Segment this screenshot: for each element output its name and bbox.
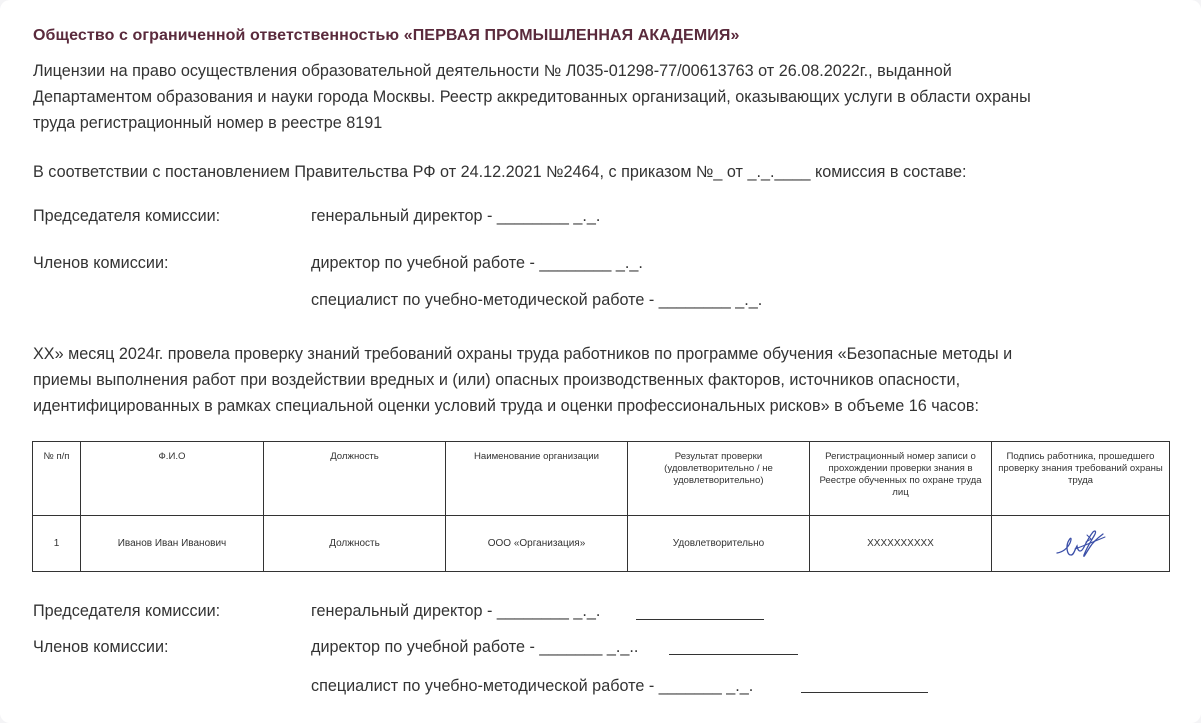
chair-label-bottom: Председателя комиссии: <box>33 602 221 620</box>
member2-value-bottom: специалист по учебно-методической работе - _______ _._. <box>311 677 754 695</box>
cell-reg-number: XXXXXXXXXX <box>810 516 992 572</box>
member1-value-bottom: директор по учебной работе - _______ _._.. <box>311 638 639 656</box>
members-label-top: Членов комиссии: <box>33 254 169 272</box>
cell-signature <box>992 516 1170 572</box>
header-result: Результат проверки (удовлетворительно / не удовлетворительно) <box>628 442 810 516</box>
cell-num: 1 <box>33 516 81 572</box>
check-line: идентифицированных в рамках специальной оценки условий труда и оценки профессиональных рисков» в объеме 16 часов: <box>33 397 980 415</box>
member1-value-top: директор по учебной работе - ________ _._. <box>311 254 643 272</box>
cell-position: Должность <box>264 516 446 572</box>
org-title: Общество с ограниченной ответственностью «ПЕРВАЯ ПРОМЫШЛЕННАЯ АКАДЕМИЯ» <box>33 27 740 44</box>
check-line: приемы выполнения работ при воздействии вредных и (или) опасных производственных факторов, источников опасности, <box>33 371 961 389</box>
member2-value-top: специалист по учебно-методической работе - ________ _._. <box>311 291 763 309</box>
header-reg-number: Регистрационный номер записи о прохождении проверки знания в Реестре обученных по охране труда лиц <box>810 442 992 516</box>
header-num: № п/п <box>33 442 81 516</box>
table-row <box>33 516 1170 572</box>
results-table <box>32 441 1170 572</box>
signature-line-member2 <box>801 692 928 693</box>
header-org: Наименование организации <box>446 442 628 516</box>
header-signature: Подпись работника, прошедшего проверку знания требований охраны труда <box>992 442 1170 516</box>
signature-line-chair <box>636 619 764 620</box>
check-line: XX» месяц 2024г. провела проверку знаний требований охраны труда работников по программе обучения «Безопасные методы и <box>33 345 1013 363</box>
signature-icon <box>1053 525 1109 563</box>
license-line: Департаментом образования и науки города Москвы. Реестр аккредитованных организаций, оказывающих услуги в области охраны <box>33 88 1031 106</box>
commission-intro: В соответствии с постановлением Правительства РФ от 24.12.2021 №2464, с приказом №_ от _._.____ комиссия в составе: <box>33 163 967 181</box>
license-line: труда регистрационный номер в реестре 8191 <box>33 114 383 132</box>
cell-org: ООО «Организация» <box>446 516 628 572</box>
members-label-bottom: Членов комиссии: <box>33 638 169 656</box>
signature-line-member1 <box>669 654 798 655</box>
chair-value-top: генеральный директор - ________ _._. <box>311 207 601 225</box>
cell-fio: Иванов Иван Иванович <box>81 516 264 572</box>
chair-value-bottom: генеральный директор - ________ _._. <box>311 602 601 620</box>
table-header-row <box>33 442 1170 516</box>
header-position: Должность <box>264 442 446 516</box>
header-fio: Ф.И.О <box>81 442 264 516</box>
cell-result: Удовлетворительно <box>628 516 810 572</box>
license-paragraph <box>33 58 1173 136</box>
check-paragraph <box>33 341 1173 419</box>
license-line: Лицензии на право осуществления образовательной деятельности № Л035-01298-77/00613763 от 26.08.2022г., выданной <box>33 62 952 80</box>
chair-label-top: Председателя комиссии: <box>33 207 221 225</box>
